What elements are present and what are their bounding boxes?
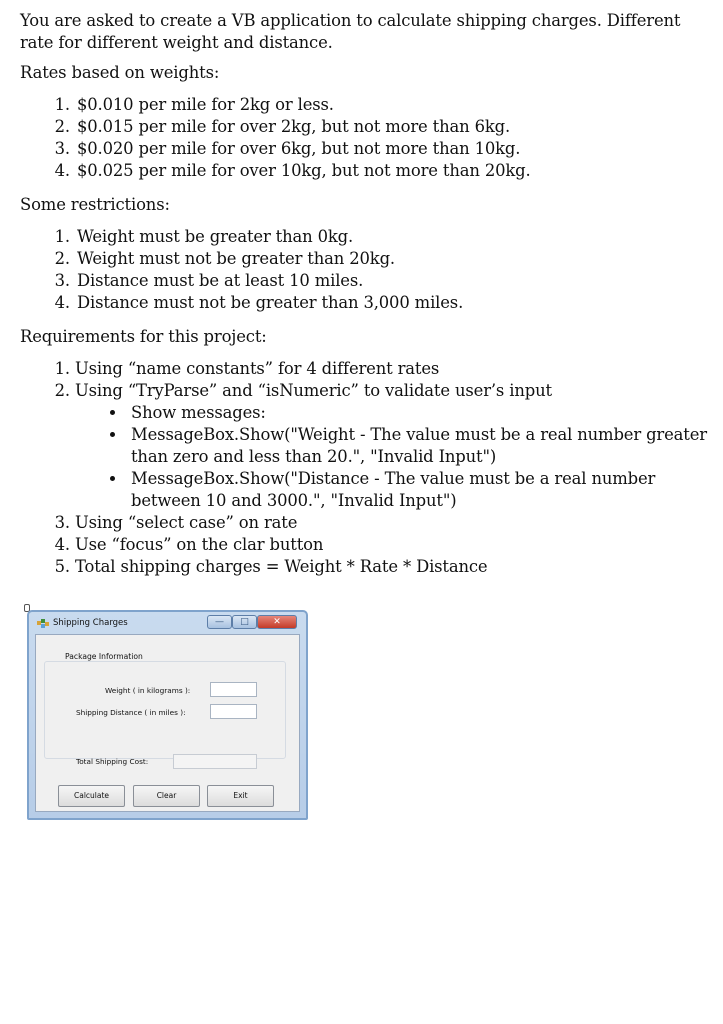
list-item: 1. Weight must be greater than 0kg. bbox=[75, 226, 715, 248]
list-item: • Show messages: bbox=[127, 402, 715, 424]
list-item: 4. Distance must not be greater than 3,000 miles. bbox=[75, 292, 715, 314]
app-icon bbox=[37, 618, 49, 628]
messages-list bbox=[75, 402, 715, 512]
list-item: • MessageBox.Show("Distance - The value must be a real number between 10 and 3000.", "Invalid Input") bbox=[127, 468, 715, 512]
form-client-area bbox=[35, 634, 300, 812]
list-item: 1. $0.010 per mile for 2kg or less. bbox=[75, 94, 715, 116]
title-bar[interactable] bbox=[29, 612, 306, 634]
list-item: 1. Using “name constants” for 4 different rates bbox=[75, 358, 715, 380]
list-item: 4. $0.025 per mile for over 10kg, but not more than 20kg. bbox=[75, 160, 715, 182]
weight-input[interactable] bbox=[210, 682, 257, 697]
assignment-document bbox=[20, 10, 715, 578]
weight-label: Weight ( in kilograms ): bbox=[105, 686, 191, 695]
calculate-button[interactable]: Calculate bbox=[58, 785, 125, 807]
window-title: Shipping Charges bbox=[53, 618, 128, 628]
list-item: 5. Total shipping charges = Weight * Rate * Distance bbox=[75, 556, 715, 578]
requirements-list bbox=[20, 358, 715, 512]
restrictions-heading: Some restrictions: bbox=[20, 195, 170, 214]
list-item: • MessageBox.Show("Weight - The value must be a real number greater than zero and less than 20.", "Invalid Input") bbox=[127, 424, 715, 468]
rates-heading: Rates based on weights: bbox=[20, 63, 220, 82]
list-item: 2. Weight must not be greater than 20kg. bbox=[75, 248, 715, 270]
list-item: 3. $0.020 per mile for over 6kg, but not more than 10kg. bbox=[75, 138, 715, 160]
list-item-text: Using “TryParse” and “isNumeric” to validate user’s input bbox=[75, 381, 552, 400]
distance-input[interactable] bbox=[210, 704, 257, 719]
list-item: 4. Use “focus” on the clar button bbox=[75, 534, 715, 556]
close-button[interactable]: ✕ bbox=[257, 615, 297, 629]
total-shipping-cost-output bbox=[173, 754, 257, 769]
maximize-button[interactable]: □ bbox=[232, 615, 257, 629]
list-item: 2. $0.015 per mile for over 2kg, but not more than 6kg. bbox=[75, 116, 715, 138]
minimize-button[interactable]: — bbox=[207, 615, 232, 629]
total-label: Total Shipping Cost: bbox=[76, 757, 149, 766]
shipping-charges-window bbox=[27, 610, 308, 820]
list-item: 3. Using “select case” on rate bbox=[75, 512, 715, 534]
intro-paragraph: You are asked to create a VB application to calculate shipping charges. Different rate for different weight and distance. bbox=[20, 11, 681, 52]
list-item: 3. Distance must be at least 10 miles. bbox=[75, 270, 715, 292]
group-label: Package Information bbox=[65, 652, 143, 661]
clear-button[interactable]: Clear bbox=[133, 785, 200, 807]
rates-list bbox=[20, 94, 715, 182]
distance-label: Shipping Distance ( in miles ): bbox=[76, 708, 186, 717]
list-item bbox=[75, 380, 715, 512]
restrictions-list bbox=[20, 226, 715, 314]
exit-button[interactable]: Exit bbox=[207, 785, 274, 807]
requirements-heading: Requirements for this project: bbox=[20, 327, 267, 346]
requirements-list-continued bbox=[20, 512, 715, 578]
